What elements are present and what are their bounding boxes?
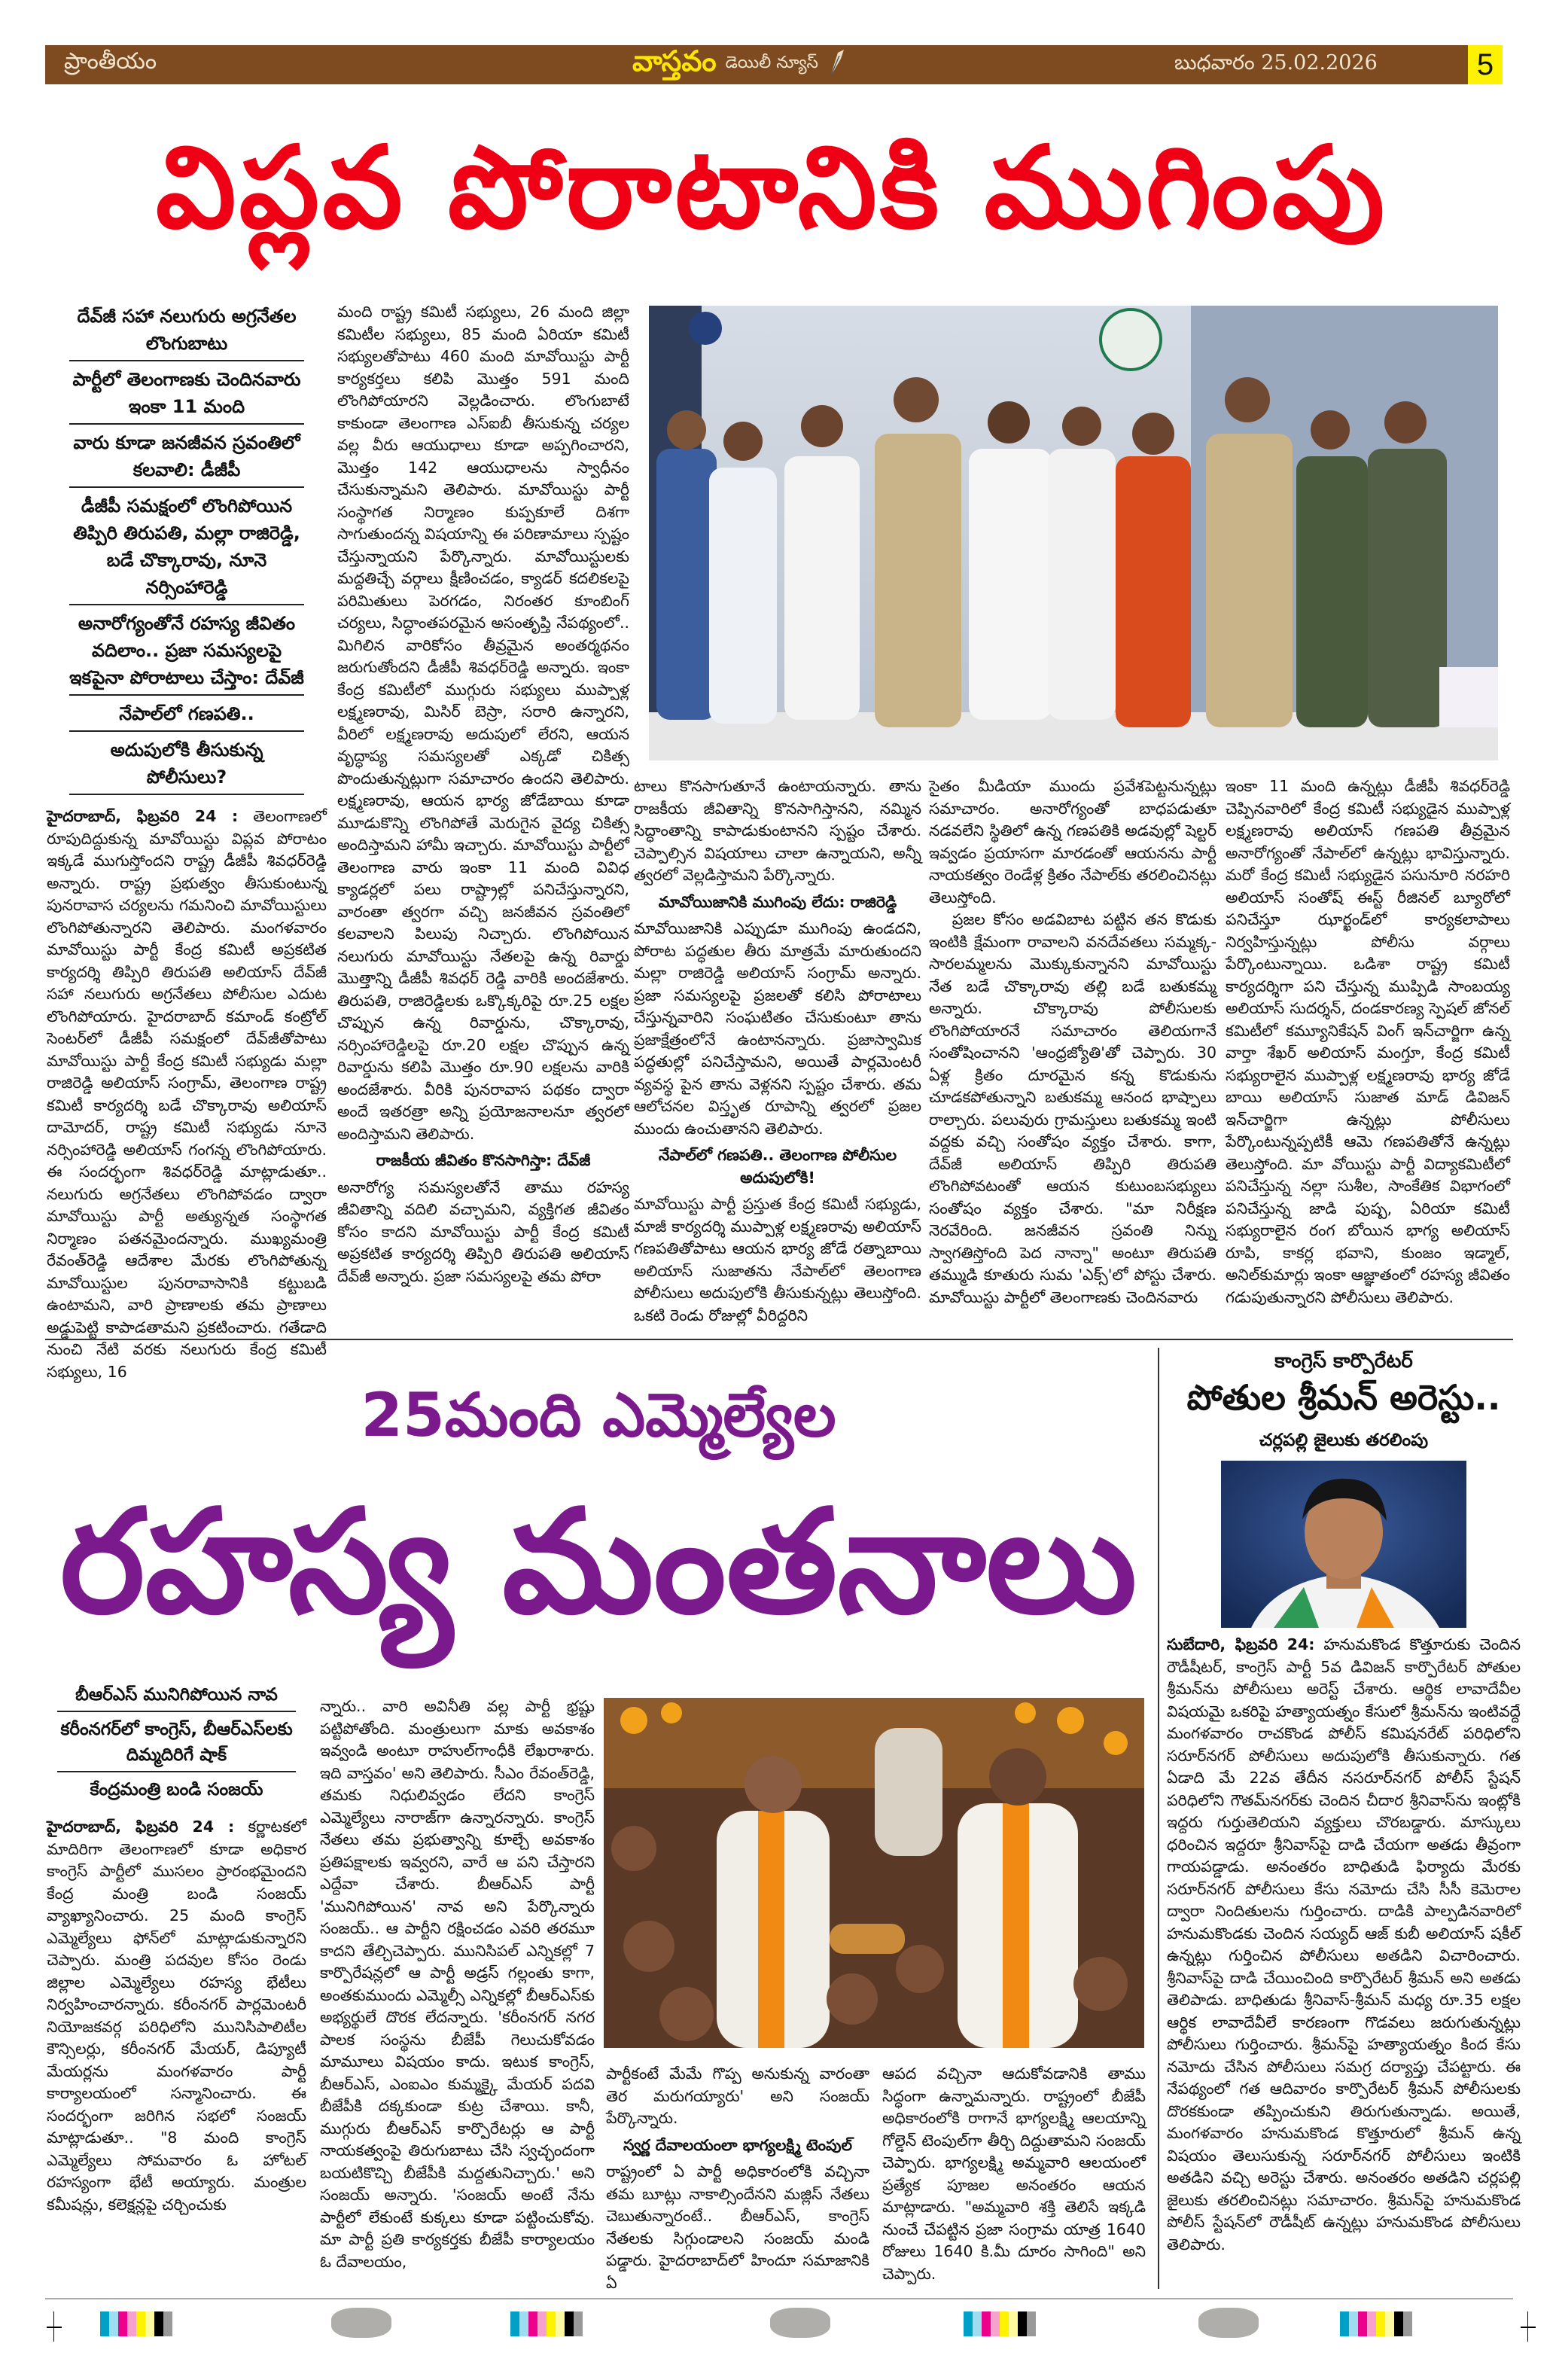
- page-number: 5: [1468, 45, 1503, 84]
- subhead: బీఆర్ఎస్ మునిగిపోయిన నావ: [57, 1681, 296, 1712]
- dateline: సుబేదారి, ఫిబ్రవరి 24:: [1167, 1635, 1315, 1653]
- lower-story-headline: రహస్య మంతనాలు: [59, 1479, 1137, 1645]
- body-text: మావోయిజానికి ఎప్పుడూ ముగింపు ఉండదని, పోరాట పద్ధతుల తీరు మాత్రమే మారుతుందని మల్లా రాజిరెడ్డి అలియాస్ సంగ్రామ్ అన్నారు. ప్రజా సమస్యలపై ప్రజలతో కలిసి పోరాటాలు చేస్తున్నవారిని సంఘటితం చేసుకుంటూ తాను ప్రజాక్షేత్రంలోనే ఉంటానన్నారు. ప్రజాస్వామిక పద్ధతుల్లో పనిచేస్తామని, అయితే పార్లమెంటరీ వ్యవస్థ పైన తాను వెళ్లనని స్పష్టం చేశారు. తమ ఆలోచనల విస్తృత రూపాన్ని త్వరలో ప్రజల ముందు ఉంచుతానని తెలిపారు.: [634, 919, 921, 1138]
- subhead: అనారోగ్యంతోనే రహస్య జీవితం వదిలాం.. ప్రజా సమస్యలపై ఇకపైనా పోరాటాలు చేస్తాం: దేవ్‌జీ: [69, 608, 304, 696]
- brand-tagline: డెయిలీ న్యూస్: [725, 53, 818, 72]
- subhead: డీజీపీ సమక్షంలో లొంగిపోయిన తిప్పిరి తిరుపతి, మల్లా రాజిరెడ్డి, బడే చొక్కారావు, నూనె నర్సింహారెడ్డి: [69, 491, 304, 605]
- inline-subhead: అదుపులోకి!: [740, 1168, 815, 1187]
- color-swatch: [982, 2311, 991, 2336]
- inline-subhead: స్వర్ణ దేవాలయంలా భాగ్యలక్ష్మి టెంపుల్: [623, 2135, 853, 2154]
- color-swatch: [991, 2311, 1000, 2336]
- side-story-kicker: కాంగ్రెస్ కార్పొరేటర్: [1274, 1350, 1413, 1373]
- lower-story-column-1: [47, 1816, 306, 2290]
- corporator-portrait-photo: [1221, 1461, 1466, 1628]
- color-swatch: [1358, 2311, 1367, 2336]
- body-text: ఇంకా 11 మంది ఉన్నట్లు డీజీపీ శివధర్‌రెడ్డి చెప్పినవారిలో కేంద్ర కమిటీ సభ్యుడైన ముప్పాళ్ల లక్ష్మణరావు అలియాస్ గణపతి తీవ్రమైన అనారోగ్యంతో నేపాల్‌లో ఉన్నట్లు భావిస్తున్నారు. మరో కేంద్ర కమిటీ సభ్యుడైన పసునూరి నరహరి అలియాస్ సంతోష్ ఈస్ట్ రీజినల్ బ్యూరోలో పనిచేస్తూ ఝార్ఖండ్‌లో కార్యకలాపాలు నిర్వహిస్తున్నట్లు పోలీసు వర్గాలు పేర్కొంటున్నాయి. ఒడిశా రాష్ట్ర కమిటీ కార్యదర్శిగా పని చేస్తున్న ముప్పిడి సాంబయ్య అలియాస్ సుదర్శన్, దండకారణ్య స్పెషల్ జోనల్ కమిటీలో కమ్యూనికేషన్ వింగ్ ఇన్‌చార్జిగా ఉన్న వార్తా శేఖర్ అలియాస్ మంగ్తూ, కేంద్ర కమిటీ సభ్యురాలైన ముప్పాళ్ల లక్ష్మణరావు భార్య జోడే బాయి అలియాస్ సుజాత మాడ్ డివిజన్ ఇన్‌చార్జిగా ఉన్నట్లు పోలీసులు పేర్కొంటున్నప్పటికీ ఆమె గణపతితోనే ఉన్నట్లు తెలుస్తోంది. మా వోయిస్టు పార్టీ విద్యాకమిటీలో పనిచేస్తున్న నల్లా సుశీల, సాంకేతిక విభాగంలో పనిచేస్తున్న జాడి పుష్ప, ఏరియా కమిటీ సభ్యురాలైన రంగ బోయిన భాగ్య అలియాస్ రూపి, కాకర్ల భవాని, కుంజం ఇడ్మాల్, అనిల్‌కుమార్లు ఇంకా ఆజ్ఞాతంలో రహస్య జీవితం గడుపుతున్నారని పోలీసులు తెలిపారు.: [1226, 777, 1510, 1306]
- top-story-column-2: [337, 301, 629, 1318]
- quill-icon: [827, 48, 847, 81]
- temple-visit-photo: [604, 1698, 1144, 2048]
- color-swatch: [118, 2311, 127, 2336]
- registration-mark-icon: [47, 2311, 62, 2342]
- section-label: ప్రాంతీయం: [64, 48, 157, 75]
- inline-subhead: రాజకీయ జీవితం కొనసాగిస్తా: దేవ్‌జీ: [376, 1151, 591, 1169]
- subhead: కరీంనగర్‌లో కాంగ్రెస్, బీఆర్ఎస్‌లకు దిమ్మదిరిగే షాక్: [57, 1715, 296, 1772]
- registration-mark-icon: [1521, 2311, 1536, 2342]
- color-swatch: [154, 2311, 163, 2336]
- lower-story-column-3: [606, 2063, 869, 2290]
- color-swatch: [1349, 2311, 1358, 2336]
- color-calibration-bar: [100, 2311, 172, 2336]
- color-swatch: [163, 2311, 172, 2336]
- subhead: అదుపులోకి తీసుకున్న పోలీసులు?: [69, 735, 304, 795]
- top-story-column-3: [634, 776, 921, 1324]
- body-text: తెలంగాణలో రూపుదిద్దుకున్న మావోయిస్టు విప్లవ పోరాటం ఇక్కడే ముగుస్తోందని రాష్ట్ర డీజీపీ శివధర్‌రెడ్డి అన్నారు. రాష్ట్ర ప్రభుత్వం తీసుకుంటున్న పునరావాస చర్యలను గమనించి మావోయిస్టులు లొంగిపోతున్నారని తెలిపారు. మంగళవారం మావోయిస్టు పార్టీ కేంద్ర కమిటీ అప్రకటిత కార్యదర్శి తిప్పిరి తిరుపతి అలియాస్ దేవ్‌జీ సహా నలుగురు అగ్రనేతలు పోలీసుల ఎదుట లొంగిపోయారు. హైదరాబాద్ కమాండ్ కంట్రోల్ సెంటర్‌లో డీజీపీ సమక్షంలో దేవ్‌జీతోపాటు మావోయిస్టు పార్టీ కేంద్ర కమిటీ సభ్యుడు మల్లా రాజిరెడ్డి అలియాస్ సంగ్రామ్, తెలంగాణ రాష్ట్ర కమిటీ కార్యదర్శి బడే చొక్కారావు అలియాస్ దామోదర్, రాష్ట్ర కమిటీ సభ్యుడు నూనె నర్సింహారెడ్డి అలియాస్ గంగన్న లొంగిపోయారు. ఈ సందర్భంగా శివధర్‌రెడ్డి మాట్లాడుతూ.. నలుగురు అగ్రనేతలు లొంగిపోవడం ద్వారా మావోయిస్టు పార్టీ అత్యున్నత సంస్థాగత నిర్మాణం పతనమైందన్నారు. ముఖ్యమంత్రి రేవంత్‌రెడ్డి ఆదేశాల మేరకు లొంగిపోతున్న మావోయిస్టుల పునరావాసానికి కట్టుబడి ఉంటామని, వారి ప్రాణాలకు తమ ప్రాణాలు అడ్డుపెట్టి కాపాడతామని ప్రకటించారు. గతేడాది నుంచి నేటి వరకు నలుగురు కేంద్ర కమిటీ సభ్యులు, 16: [47, 807, 327, 1381]
- color-swatch: [100, 2311, 109, 2336]
- color-swatch: [537, 2311, 547, 2336]
- footer-rule: [45, 2298, 1513, 2299]
- body-text: అనారోగ్య సమస్యలతోనే తాము రహస్య జీవితాన్ని వదిలి వచ్చామని, వ్యక్తిగత జీవితం కోసం కాదని మావోయిస్టు పార్టీ కేంద్ర కమిటీ అప్రకటిత కార్యదర్శి తిప్పిరి తిరుపతి అలియాస్ దేవ్‌జీ అన్నారు. ప్రజా సమస్యలపై తమ పోరా: [337, 1178, 629, 1285]
- body-text: సైతం మీడియా ముందు ప్రవేశపెట్టనున్నట్లు సమాచారం. అనారోగ్యంతో బాధపడుతూ నడవలేని స్థితిలో ఉన్న గణపతికి అడవుల్లో షెల్టర్ ఇవ్వడం ప్రయాసగా మారడంతో ఆయనను పార్టీ నాయకత్వం రెండేళ్ల క్రితం నేపాల్‌కు తరలించినట్లు తెలుస్తోంది.: [929, 777, 1216, 907]
- color-swatch: [127, 2311, 136, 2336]
- color-swatch: [145, 2311, 154, 2336]
- color-calibration-bar: [510, 2311, 583, 2336]
- body-text: మంది రాష్ట్ర కమిటీ సభ్యులు, 26 మంది జిల్లా కమిటీల సభ్యులు, 85 మంది ఏరియా కమిటీ సభ్యులతోపాటు 460 మంది మావోయిస్టు పార్టీ కార్యకర్తలు కలిపి మొత్తం 591 మంది లొంగిపోయారని వెల్లడించారు. లొంగుబాటే కాకుండా తెలంగాణ ఎస్ఐబీ తీసుకున్న చర్యల వల్ల వీరు ఆయుధాలు కూడా అప్పగించారని, మొత్తం 142 ఆయుధాలను స్వాధీనం చేసుకున్నామని తెలిపారు. మావోయిస్టు పార్టీ సంస్థాగత నిర్మాణం కుప్పకూలే దిశగా సాగుతుందన్న విషయాన్ని ఈ పరిణామాలు స్పష్టం చేస్తున్నాయని పేర్కొన్నారు. మావోయిస్టులకు మద్దతిచ్చే వర్గాలు క్షీణించడం, క్యాడర్ కదలికలపై పరిమితులు పెరగడం, నిరంతర కూంబింగ్ చర్యలు, సిద్ధాంతపరమైన అసంతృప్తి నేపథ్యంలో.. మిగిలిన వారికోసం తీవ్రమైన అంతర్మథనం జరుగుతోందని డీజీపీ శివధర్‌రెడ్డి అన్నారు. ఇంకా కేంద్ర కమిటీలో ముగ్గురు సభ్యులు ముప్పాళ్ల లక్ష్మణరావు, మిసిర్ బెస్రా, సరారి ఉన్నారని, వీరిలో లక్ష్మణరావు అదుపులో లేరని, ఆయన వృద్ధాప్య సమస్యలతో ఎక్కడో చికిత్స పొందుతున్నట్లుగా సమాచారం ఉందని తెలిపారు. లక్ష్మణరావు, ఆయన భార్య జోడేబాయి కూడా మూడుకొన్ని లొంగిపోతే మెరుగైన వైద్య చికిత్స అందిస్తామని హామీ ఇచ్చారు. మావోయిస్టు పార్టీలో తెలంగాణ వారు ఇంకా 11 మంది వివిధ క్యాడర్లలో పలు రాష్ట్రాల్లో పనిచేస్తున్నారని, వారంతా త్వరగా వచ్చి జనజీవన స్రవంతిలో కలవాలని పిలుపు నిచ్చారు. లొంగిపోయిన నలుగురు మావోయిస్టు నేతలపై ఉన్న రివార్డు మొత్తాన్ని డీజీపీ శివధర్ రెడ్డి వారికి అందజేశారు. తిరుపతి, రాజిరెడ్డిలకు ఒక్కొక్కరిపై రూ.25 లక్షల చొప్పున ఉన్న రివార్డును, చొక్కారావు, నర్సింహారెడ్డిలపై రూ.20 లక్షల చొప్పున ఉన్న రివార్డును కలిపి మొత్తం రూ.90 లక్షలను వారికి అందజేశారు. వీరికి పునరావాస పథకం ద్వారా అందే ఇతరత్రా అన్ని ప్రయోజనాలనూ త్వరలో అందిస్తామని తెలిపారు.: [337, 303, 629, 1143]
- color-swatch: [574, 2311, 583, 2336]
- subhead: పార్టీలో తెలంగాణకు చెందినవారు ఇంకా 11 మంది: [69, 364, 304, 425]
- color-swatch: [1376, 2311, 1385, 2336]
- main-headline: విప్లవ పోరాటానికి ముగింపు: [155, 123, 1388, 254]
- top-story-column-1: [47, 806, 327, 1381]
- brand-name: వాస్తవం: [632, 44, 717, 78]
- surrender-event-photo: [649, 306, 1498, 760]
- top-story-column-4: [929, 776, 1216, 1318]
- color-swatch: [1340, 2311, 1349, 2336]
- top-story-subheads: [47, 301, 327, 798]
- gray-target-mark: [331, 2308, 391, 2338]
- body-text: కర్ణాటకలో మాదిరిగా తెలంగాణలో కూడా అధికార కాంగ్రెస్ పార్టీలో ముసలం ప్రారంభమైందని కేంద్ర మంత్రి బండి సంజయ్ వ్యాఖ్యానించారు. 25 మంది కాంగ్రెస్ ఎమ్మెల్యేలు ఫోన్‌లో మాట్లాడుకున్నారని చెప్పారు. మంత్రి పదవుల కోసం రెండు జిల్లాల ఎమ్మెల్యేలు రహస్య భేటీలు నిర్వహించారన్నారు. కరీంనగర్ పార్లమెంటరీ నియోజకవర్గ పరిధిలోని మునిసిపాలిటీల కౌన్సిలర్లు, కరీంనగర్ మేయర్, డిప్యూటీ మేయర్లను మంగళవారం పార్టీ కార్యాలయంలో సన్మానించారు. ఈ సందర్భంగా జరిగిన సభలో సంజయ్ మాట్లాడుతూ.. "8 మంది కాంగ్రెస్ ఎమ్మెల్యేలు సోమవారం ఓ హోటల్ రహస్యంగా భేటీ అయ్యారు. మంత్రుల కమీషన్లు, కలెక్షన్లపై చర్చించుకు: [47, 1818, 306, 2214]
- lower-story-left-column: [47, 1681, 306, 2290]
- newspaper-logo: [632, 45, 847, 84]
- inline-subhead: నేపాల్‌లో గణపతి.. తెలంగాణ పోలీసుల: [658, 1146, 897, 1164]
- color-swatch: [1000, 2311, 1009, 2336]
- color-swatch: [1027, 2311, 1036, 2336]
- top-story-left-column: [47, 301, 327, 1381]
- body-text: ప్రజల కోసం అడవిబాట పట్టిన తన కొడుకు ఇంటికి క్షేమంగా రావాలని వనదేవతలు సమ్మక్క- సారలమ్మలను మొక్కుకున్నానని మావోయిస్టు నేత బడే చొక్కారావు తల్లి బడే బతుకమ్మ అన్నారు. చొక్కారావు పోలీసులకు లొంగిపోయారనే సమాచారం తెలియగానే సంతోషించానని 'ఆంధ్రజ్యోతి'తో చెప్పారు. 30 ఏళ్ల క్రితం దూరమైన కన్న కొడుకును చూడకపోతున్నాని బతుకమ్మ ఆనంద భాష్పాలు రాల్చారు. పలువురు గ్రామస్తులు బతుకమ్మ ఇంటి వద్దకు వచ్చి సంతోషం వ్యక్తం చేశారు. కాగా, దేవ్‌జీ అలియాస్ తిప్పిరి తిరుపతి లొంగిపోవటంతో ఆయన కుటుంబసభ్యులు సంతోషం వ్యక్తం చేశారు. "మా నిరీక్షణ నెరవేరింది. జనజీవన స్రవంతి నిన్ను స్వాగతిస్తోంది పెద నాన్నా" అంటూ తిరుపతి తమ్ముడి కూతురు సుమ 'ఎక్స్'లో పోస్టు చేశారు. మావోయిస్టు పార్టీలో తెలంగాణకు చెందినవారు: [929, 910, 1216, 1306]
- side-story-subhead: చర్లపల్లి జైలుకు తరలింపు: [1259, 1431, 1429, 1450]
- color-swatch: [556, 2311, 565, 2336]
- body-text: ఆపద వచ్చినా ఆదుకోవడానికి తాము సిద్ధంగా ఉన్నామన్నారు. రాష్ట్రంలో బీజేపీ అధికారంలోకి రాగానే భాగ్యలక్ష్మి ఆలయాన్ని గోల్డెన్ టెంపుల్‌గా తీర్చి దిద్దుతామని సంజయ్ చెప్పారు. భాగ్యలక్ష్మి అమ్మవారి ఆలయంలో ప్రత్యేక పూజల అనంతరం ఆయన మాట్లాడారు. "అమ్మవారి శక్తి తెలిసే ఇక్కడి నుంచే చేపట్టిన ప్రజా సంగ్రామ యాత్ర 1640 రోజులు 1640 కి.మీ దూరం సాగింది" అని చెప్పారు.: [882, 2065, 1146, 2283]
- body-text: మావోయిస్టు పార్టీ ప్రస్తుత కేంద్ర కమిటీ సభ్యుడు, మాజీ కార్యదర్శి ముప్పాళ్ల లక్ష్మణరావు అలియాస్ గణపతితోపాటు ఆయన భార్య జోడే రత్నాబాయి అలియాస్ సుజాతను నేపాల్‌లో తెలంగాణ పోలీసులు అదుపులోకి తీసుకున్నట్లు తెలుస్తోంది. ఒకటి రెండు రోజుల్లో వీరిద్దరిని: [634, 1195, 921, 1324]
- color-swatch: [964, 2311, 973, 2336]
- color-swatch: [136, 2311, 145, 2336]
- color-swatch: [510, 2311, 519, 2336]
- lower-story-kicker: 25మంది ఎమ్మెల్యేల: [361, 1380, 836, 1450]
- body-text: హనుమకొండ కొత్తూరుకు చెందిన రౌడీషీటర్, కాంగ్రెస్ పార్టీ 5వ డివిజన్ కార్పొరేటర్ పోతుల శ్రీమన్‌ను పోలీసులు అరెస్ట్ చేశారు. ఆర్థిక లావాదేవీల విషయమై ఒకరిపై హత్యాయత్నం కేసులో శ్రీమన్‌ను ఇంటివద్దే మంగళవారం రాచకొండ పోలీస్ కమిషనరేట్ పరిధిలోని సరూర్‌నగర్ పోలీసులు అదుపులోకి తీసుకున్నారు. గత ఏడాది మే 22వ తేదీన నసరూర్‌నగర్ పోలీస్ స్టేషన్ పరిధిలోని గౌతమ్‌నగర్‌కు చెందిన చీదార శ్రీనివాస్‌ను ఇంట్లోకి ఇద్దరు గుర్తుతెలియని వ్యక్తులు చొరబడ్డారు. మాస్కులు ధరించిన ఇద్దరూ శ్రీనివాస్‌పై దాడి చేయగా అతడు తీవ్రంగా గాయపడ్డాడు. అనంతరం బాధితుడి ఫిర్యాదు మేరకు సరూర్‌నగర్ పోలీసులు కేసు నమోదు చేసి సీసీ కెమెరాల ద్వారా నిందితులను గుర్తించారు. దాడికి పాల్పడినవారిలో హనుమకొండకు చెందిన సయ్యద్ ఆజ్ కుబీ అలియాస్ షకీల్ ఉన్నట్లు గుర్తించిన పోలీసులు అతడిని విచారించారు. శ్రీనివాస్‌పై దాడి చేయించింది కార్పొరేటర్ శ్రీమన్ అని అతడు తెలిపాడు. బాధితుడు శ్రీనివాస్-శ్రీమన్ మధ్య రూ.35 లక్షల ఆర్థిక లావాదేవీలే కారణంగా గొడవలు జరుగుతున్నట్లు పోలీసులు గుర్తించారు. శ్రీమన్‌పై హత్యాయత్నం కింద కేసు నమోదు చేసిన పోలీసులు సమగ్ర దర్యాప్తు చేపట్టారు. ఈ నేపథ్యంలో గత ఆదివారం కార్పొరేటర్ శ్రీమన్ పోలీసులకు దొరకకుండా తప్పించుకుని తిరుగుతున్నాడు. అయితే, మంగళవారం హనుమకొండ కొత్తూరులో శ్రీమన్ ఉన్న విషయం తెలుసుకున్న సరూర్‌నగర్ పోలీసులు ఇంటికి అతడిని వచ్చి అరెస్టు చేశారు. అనంతరం అతడిని చర్లపల్లి జైలుకు తరలించినట్లు సమాచారం. శ్రీమన్‌పై హనుమకొండ పోలీస్ స్టేషన్‌లో రౌడీషీట్ ఉన్నట్లు హనుమకొండ పోలీసులు తెలిపారు.: [1167, 1635, 1521, 2254]
- side-story: [1167, 1348, 1521, 2290]
- dateline: హైదరాబాద్, ఫిబ్రవరి 24 :: [47, 807, 239, 825]
- color-swatch: [1394, 2311, 1403, 2336]
- color-swatch: [1385, 2311, 1394, 2336]
- color-swatch: [1403, 2311, 1412, 2336]
- lower-story-subheads: [47, 1681, 306, 1809]
- subhead: కేంద్రమంత్రి బండి సంజయ్: [90, 1780, 263, 1799]
- issue-date: బుధవారం 25.02.2026: [1174, 51, 1378, 75]
- color-swatch: [547, 2311, 556, 2336]
- color-swatch: [1009, 2311, 1018, 2336]
- body-text: టాలు కొనసాగుతూనే ఉంటాయన్నారు. తాను రాజకీయ జీవితాన్ని కొనసాగిస్తానని, నమ్మిన సిద్ధాంతాన్ని కాపాడుకుంటానని స్పష్టం చేశారు. చెప్పాల్సిన విషయాలు చాలా ఉన్నాయని, అన్నీ త్వరలో వెల్లడిస్తామని పేర్కొన్నారు.: [634, 777, 921, 884]
- color-swatch: [1018, 2311, 1027, 2336]
- body-text: పార్టీకంటే మేమే గొప్ప అనుకున్న వారంతా తెర మరుగయ్యారు' అని సంజయ్ పేర్కొన్నారు.: [606, 2065, 869, 2127]
- top-story-column-5: [1226, 776, 1510, 1318]
- side-story-column: [1167, 1634, 1521, 2290]
- column-divider: [1158, 1348, 1159, 2289]
- gray-target-mark: [1198, 2308, 1259, 2338]
- body-text: రాష్ట్రంలో ఏ పార్టీ అధికారంలోకి వచ్చినా తమ బూట్లు నాకాల్సిందేనని మజ్లిస్ నేతలు చెబుతున్నారంటే.. బీఆర్ఎస్, కాంగ్రెస్ నేతలకు సిగ్గుండాలని సంజయ్ మండి పడ్డారు. హైదరాబాద్‌లో హిందూ సమాజానికి ఏ: [606, 2162, 869, 2292]
- color-swatch: [973, 2311, 982, 2336]
- color-calibration-bar: [1340, 2311, 1412, 2336]
- color-swatch: [565, 2311, 574, 2336]
- lower-story-column-4: [882, 2063, 1146, 2290]
- subhead: నేపాల్‌లో గణపతి..: [69, 699, 304, 732]
- subhead: దేవ్‌జీ సహా నలుగురు అగ్రనేతల లొంగుబాటు: [69, 301, 304, 361]
- color-swatch: [109, 2311, 118, 2336]
- subhead: వారు కూడా జనజీవన స్రవంతిలో కలవాలి: డీజీపీ: [69, 428, 304, 488]
- dateline: హైదరాబాద్, ఫిబ్రవరి 24 :: [47, 1818, 235, 1836]
- color-calibration-bar: [964, 2311, 1036, 2336]
- side-story-headline: పోతుల శ్రీమన్ అరెస్టు..: [1186, 1377, 1501, 1418]
- inline-subhead: మావోయిజానికి ముగింపు లేదు: రాజిరెడ్డి: [658, 892, 897, 911]
- body-text: న్నారు.. వారి అవినీతి వల్ల పార్టీ భ్రష్టు పట్టిపోతోంది. మంత్రులుగా మాకు అవకాశం ఇవ్వండి అంటూ రాహుల్‌గాంధీకి లేఖరాశారు. ఇది వాస్తవం' అని తెలిపారు. సీఎం రేవంత్‌రెడ్డి, తమకు నిధులివ్వడం లేదని కాంగ్రెస్ ఎమ్మెల్యేలు నారాజ్‌గా ఉన్నారన్నారు. కాంగ్రెస్ నేతలు తమ ప్రభుత్వాన్ని కూల్చే అవకాశం ప్రతిపక్షాలకు ఇవ్వరని, వారే ఆ పని చేస్తారని ఎద్దేవా చేశారు. బీఆర్ఎస్ పార్టీ 'మునిగిపోయిన' నావ అని పేర్కొన్నారు సంజయ్.. ఆ పార్టీని రక్షించడం ఎవరి తరమూ కాదని తేల్చిచెప్పారు. మునిసిపల్ ఎన్నికల్లో 7 కార్పొరేషన్లలో ఆ పార్టీ అడ్రస్ గల్లంతు కాగా, అంతకుముందు ఎమ్మెల్సీ ఎన్నికల్లో బీఆర్ఎస్‌కు అభ్యర్థులే దొరక లేదన్నారు. 'కరీంనగర్ నగర పాలక సంస్థను బీజేపీ గెలుచుకోవడం మామూలు విషయం కాదు. ఇటుక కాంగ్రెస్, బీఆర్ఎస్, ఎంఐఎం కుమ్మక్కై మేయర్ పదవి బీజేపీకి దక్కకుండా కుట్ర చేశాయి. కానీ, ముగ్గురు బీఆర్ఎస్ కార్పొరేటర్లు ఆ పార్టీ నాయకత్వంపై తిరుగుబాటు చేసి స్వచ్ఛందంగా బయటికొచ్చి బీజేపీకి మద్దతునిచ్చారు.' అని సంజయ్ అన్నారు. 'సంజయ్ అంటే నేను పార్టీలో లేకుంటే కుక్కలు కూడా పట్టించుకోవు. మా పార్టీ ప్రతి కార్యకర్తకు బీజేపీ కార్యాలయం ఓ దేవాలయం,: [320, 1697, 595, 2271]
- gray-target-mark: [770, 2308, 830, 2338]
- color-swatch: [1367, 2311, 1376, 2336]
- section-divider: [45, 1339, 1513, 1340]
- color-swatch: [528, 2311, 537, 2336]
- color-swatch: [519, 2311, 528, 2336]
- lower-story-column-2: [320, 1696, 595, 2290]
